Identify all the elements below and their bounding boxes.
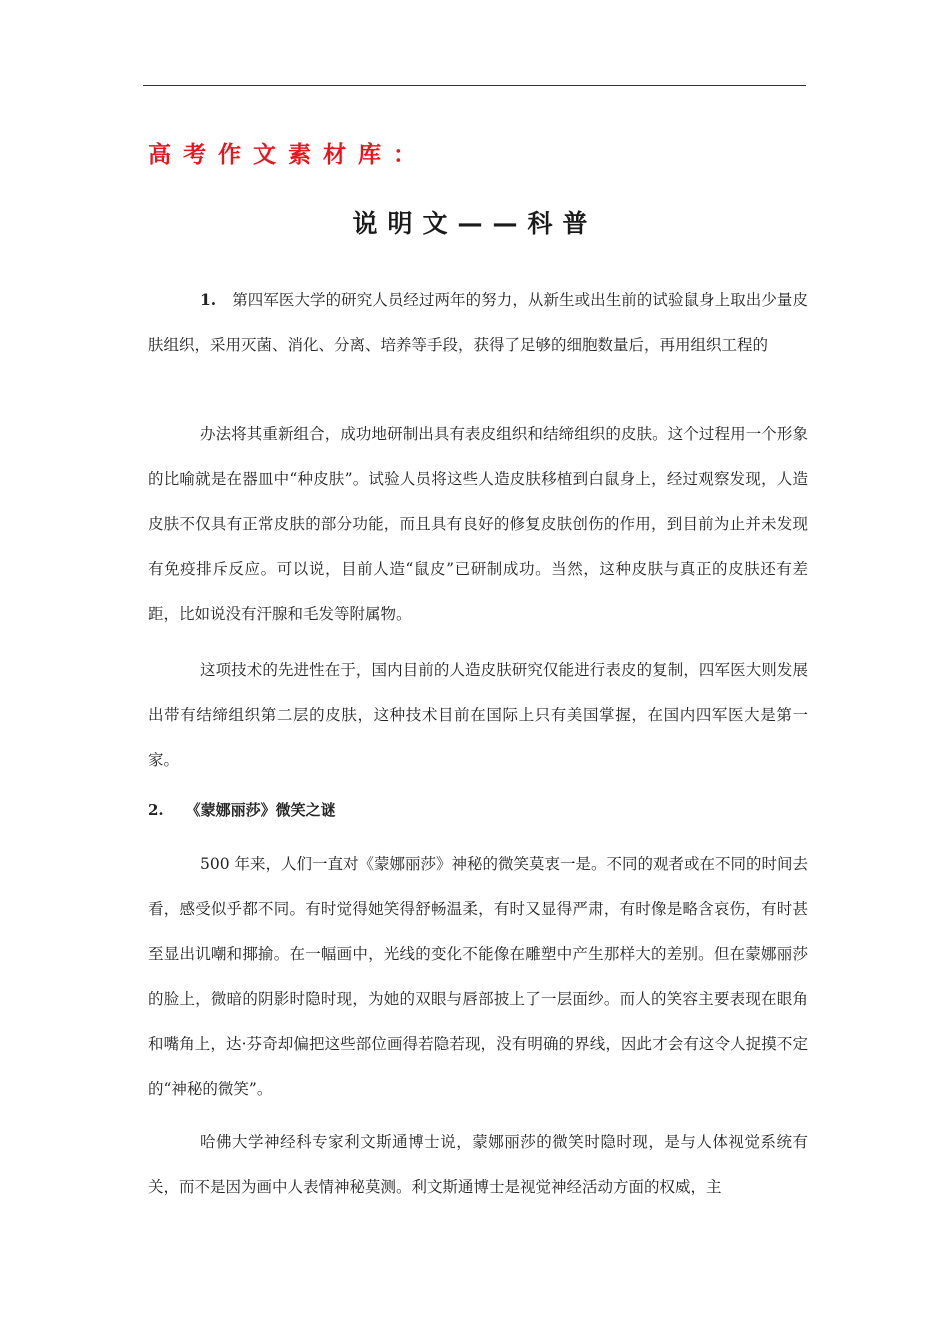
item2-paragraph-2: 哈佛大学神经科专家利文斯通博士说，蒙娜丽莎的微笑时隐时现，是与人体视觉系统有关，而不是因为画中人表情神秘莫测。利文斯通博士是视觉神经活动方面的权威，主 — [148, 1133, 808, 1196]
item1-paragraph-1-text: 第四军医大学的研究人员经过两年的努力，从新生或出生前的试验鼠身上取出少量皮肤组织，采用灭菌、消化、分离、培养等手段，获得了足够的细胞数量后，再用组织工程的 — [148, 291, 808, 354]
item1-paragraph-3: 这项技术的先进性在于，国内目前的人造皮肤研究仅能进行表皮的复制，四军医大则发展出带有结缔组织第二层的皮肤，这种技术目前在国际上只有美国掌握，在国内四军医大是第一家。 — [148, 661, 808, 769]
item1-paragraph-1 — [148, 277, 808, 368]
item2-heading — [148, 799, 336, 820]
item2-paragraph-1: 500 年来，人们一直对《蒙娜丽莎》神秘的微笑莫衷一是。不同的观者或在不同的时间去看，感受似乎都不同。有时觉得她笑得舒畅温柔，有时又显得严肃，有时像是略含哀伤，有时甚至显出讥嘲和揶揄。在一幅画中，光线的变化不能像在雕塑中产生那样大的差别。但在蒙娜丽莎的脸上，微暗的阴影时隐时现，为她的双眼与唇部披上了一层面纱。而人的笑容主要表现在眼角和嘴角上，达·芬奇却偏把这些部位画得若隐若现，没有明确的界线，因此才会有这令人捉摸不定的“神秘的微笑”。 — [148, 855, 809, 1098]
item2-title: 《蒙娜丽莎》微笑之谜 — [185, 801, 336, 819]
item1-paragraph-2: 办法将其重新组合，成功地研制出具有表皮组织和结缔组织的皮肤。这个过程用一个形象的比喻就是在器皿中“种皮肤”。试验人员将这些人造皮肤移植到白鼠身上，经过观察发现，人造皮肤不仅具有正常皮肤的部分功能，而且具有良好的修复皮肤创伤的作用，到目前为止并未发现有免疫排斥反应。可以说，目前人造“鼠皮”已研制成功。当然，这种皮肤与真正的皮肤还有差距，比如说没有汗腺和毛发等附属物。 — [148, 425, 808, 623]
header-rule — [143, 85, 806, 86]
item2-number: 2. — [148, 801, 164, 819]
collection-title: 高考作文素材库： — [148, 142, 428, 168]
item1-number: 1. — [200, 290, 217, 309]
page-subtitle: 说明文——科普 — [352, 209, 598, 238]
